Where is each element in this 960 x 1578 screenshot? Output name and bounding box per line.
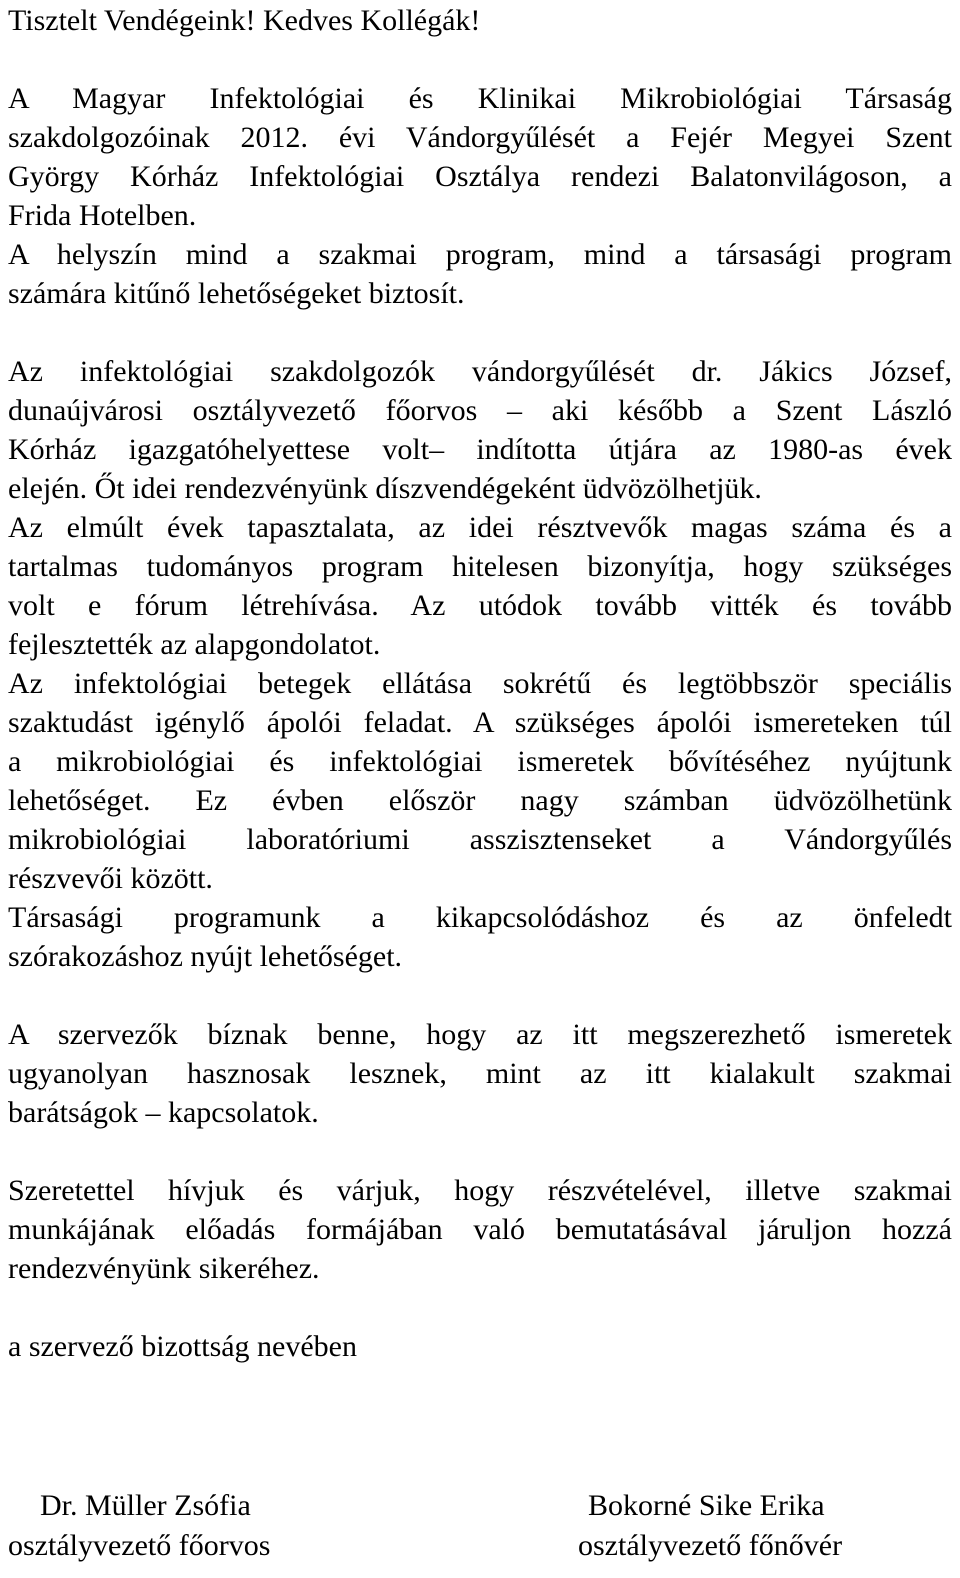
text-line: fejlesztették az alapgondolatot. — [8, 628, 381, 661]
text-line: mikrobiológiai laboratóriumi asszisztenseket a Vándorgyűlés — [8, 823, 952, 856]
text-line: a mikrobiológiai és infektológiai ismeretek bővítéséhez nyújtunk — [8, 745, 952, 778]
text-line: Társasági programunk a kikapcsolódáshoz és az önfeledt — [8, 901, 952, 934]
paragraph — [8, 1015, 952, 1132]
greeting: Tisztelt Vendégeink! Kedves Kollégák! — [8, 4, 481, 37]
signature-title: osztályvezető főnővér — [578, 1529, 843, 1562]
text-line: ugyanolyan hasznosak lesznek, mint az itt kialakult szakmai — [8, 1057, 952, 1090]
paragraph — [8, 79, 952, 313]
signature-right — [578, 1486, 948, 1566]
text-line: A szervezők bíznak benne, hogy az itt megszerezhető ismeretek — [8, 1018, 952, 1051]
text-line: rendezvényünk sikeréhez. — [8, 1252, 320, 1285]
text-line: György Kórház Infektológiai Osztálya rendezi Balatonvilágoson, a — [8, 160, 952, 193]
text-line: dunaújvárosi osztályvezető főorvos – aki később a Szent László — [8, 394, 952, 427]
signature-name: Bokorné Sike Erika — [588, 1489, 825, 1522]
text-line: szórakozáshoz nyújt lehetőséget. — [8, 940, 403, 973]
text-line: elején. Őt idei rendezvényünk díszvendégeként üdvözölhetjük. — [8, 472, 762, 505]
letter-body — [8, 0, 952, 1366]
paragraphs — [8, 79, 952, 1327]
signature-title: osztályvezető főorvos — [8, 1529, 271, 1562]
text-line: Az infektológiai szakdolgozók vándorgyűlését dr. Jákics József, — [8, 355, 952, 388]
text-line: tartalmas tudományos program hitelesen bizonyítja, hogy szükséges — [8, 550, 952, 583]
text-line: volt e fórum létrehívása. Az utódok tovább vitték és tovább — [8, 589, 952, 622]
closing: a szervező bizottság nevében — [8, 1330, 357, 1363]
text-line: A helyszín mind a szakmai program, mind a társasági program — [8, 238, 952, 271]
text-line: A Magyar Infektológiai és Klinikai Mikrobiológiai Társaság — [8, 82, 952, 115]
text-line: szaktudást igénylő ápolói feladat. A szükséges ápolói ismereteken túl — [8, 706, 952, 739]
text-line: Frida Hotelben. — [8, 199, 197, 232]
paragraph — [8, 1171, 952, 1288]
text-line: részvevői között. — [8, 862, 213, 895]
paragraph — [8, 352, 952, 976]
text-line: munkájának előadás formájában való bemutatásával járuljon hozzá — [8, 1213, 952, 1246]
text-line: Kórház igazgatóhelyettese volt– indította útjára az 1980-as évek — [8, 433, 952, 466]
text-line: lehetőséget. Ez évben először nagy számban üdvözölhetünk — [8, 784, 952, 817]
text-line: számára kitűnő lehetőségeket biztosít. — [8, 277, 465, 310]
text-line: Az infektológiai betegek ellátása sokrétű és legtöbbször speciális — [8, 667, 952, 700]
text-line: Szeretettel hívjuk és várjuk, hogy részvételével, illetve szakmai — [8, 1174, 952, 1207]
signature-left — [8, 1486, 328, 1566]
text-line: szakdolgozóinak 2012. évi Vándorgyűlését a Fejér Megyei Szent — [8, 121, 952, 154]
signature-name: Dr. Müller Zsófia — [40, 1489, 251, 1522]
text-line: Az elmúlt évek tapasztalata, az idei résztvevők magas száma és a — [8, 511, 952, 544]
text-line: barátságok – kapcsolatok. — [8, 1096, 319, 1129]
